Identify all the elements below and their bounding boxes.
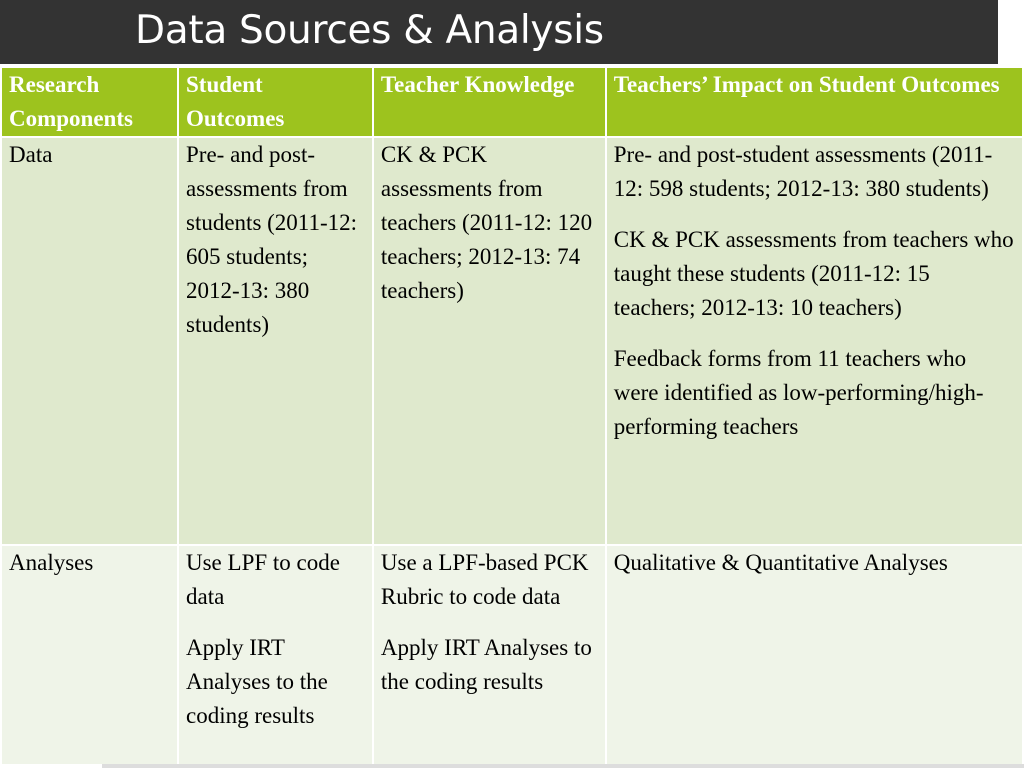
row-label-analyses	[1, 545, 178, 765]
cell-analyses-student-outcomes	[178, 545, 373, 765]
slide-title: Data Sources & Analysis	[135, 8, 604, 53]
cell-analyses-teacher-knowledge	[373, 545, 606, 765]
table-row-analyses	[1, 545, 1023, 765]
cell-analyses-teachers-impact	[606, 545, 1023, 765]
cell-data-teachers-impact	[606, 137, 1023, 545]
cell-paragraph: CK & PCK assessments from teachers who taught these students (2011-12: 15 teachers; 2012-13: 10 teachers)	[613, 227, 1014, 320]
data-sources-table	[0, 66, 1024, 766]
cell-data-teacher-knowledge	[373, 137, 606, 545]
cell-paragraph: Apply IRT Analyses to the coding results	[380, 635, 592, 694]
cell-paragraph: Pre- and post-assessments from students (2011-12: 605 students; 2012-13: 380 students)	[186, 142, 357, 337]
cell-paragraph: CK & PCK assessments from teachers (2011-12: 120 teachers; 2012-13: 74 teachers)	[380, 142, 593, 303]
row-label-text: Analyses	[9, 550, 94, 575]
title-bar	[0, 0, 998, 64]
header-student-outcomes: Student Outcomes	[178, 67, 373, 137]
table-header-row	[1, 67, 1023, 137]
cell-paragraph: Use LPF to code data	[186, 550, 340, 609]
cell-paragraph: Feedback forms from 11 teachers who were identified as low-performing/high-performing teachers	[613, 346, 984, 439]
header-teachers-impact: Teachers’ Impact on Student Outcomes	[606, 67, 1023, 137]
cell-paragraph: Use a LPF-based PCK Rubric to code data	[380, 550, 589, 609]
cell-paragraph: Pre- and post-student assessments (2011-12: 598 students; 2012-13: 380 students)	[613, 142, 993, 201]
header-teacher-knowledge: Teacher Knowledge	[373, 67, 606, 137]
bottom-divider	[102, 764, 1024, 768]
row-label-data	[1, 137, 178, 545]
cell-data-student-outcomes	[178, 137, 373, 545]
row-label-text: Data	[9, 142, 53, 167]
table-row-data	[1, 137, 1023, 545]
cell-paragraph: Apply IRT Analyses to the coding results	[186, 635, 328, 728]
header-research-components: Research Components	[1, 67, 178, 137]
cell-paragraph: Qualitative & Quantitative Analyses	[613, 550, 948, 575]
